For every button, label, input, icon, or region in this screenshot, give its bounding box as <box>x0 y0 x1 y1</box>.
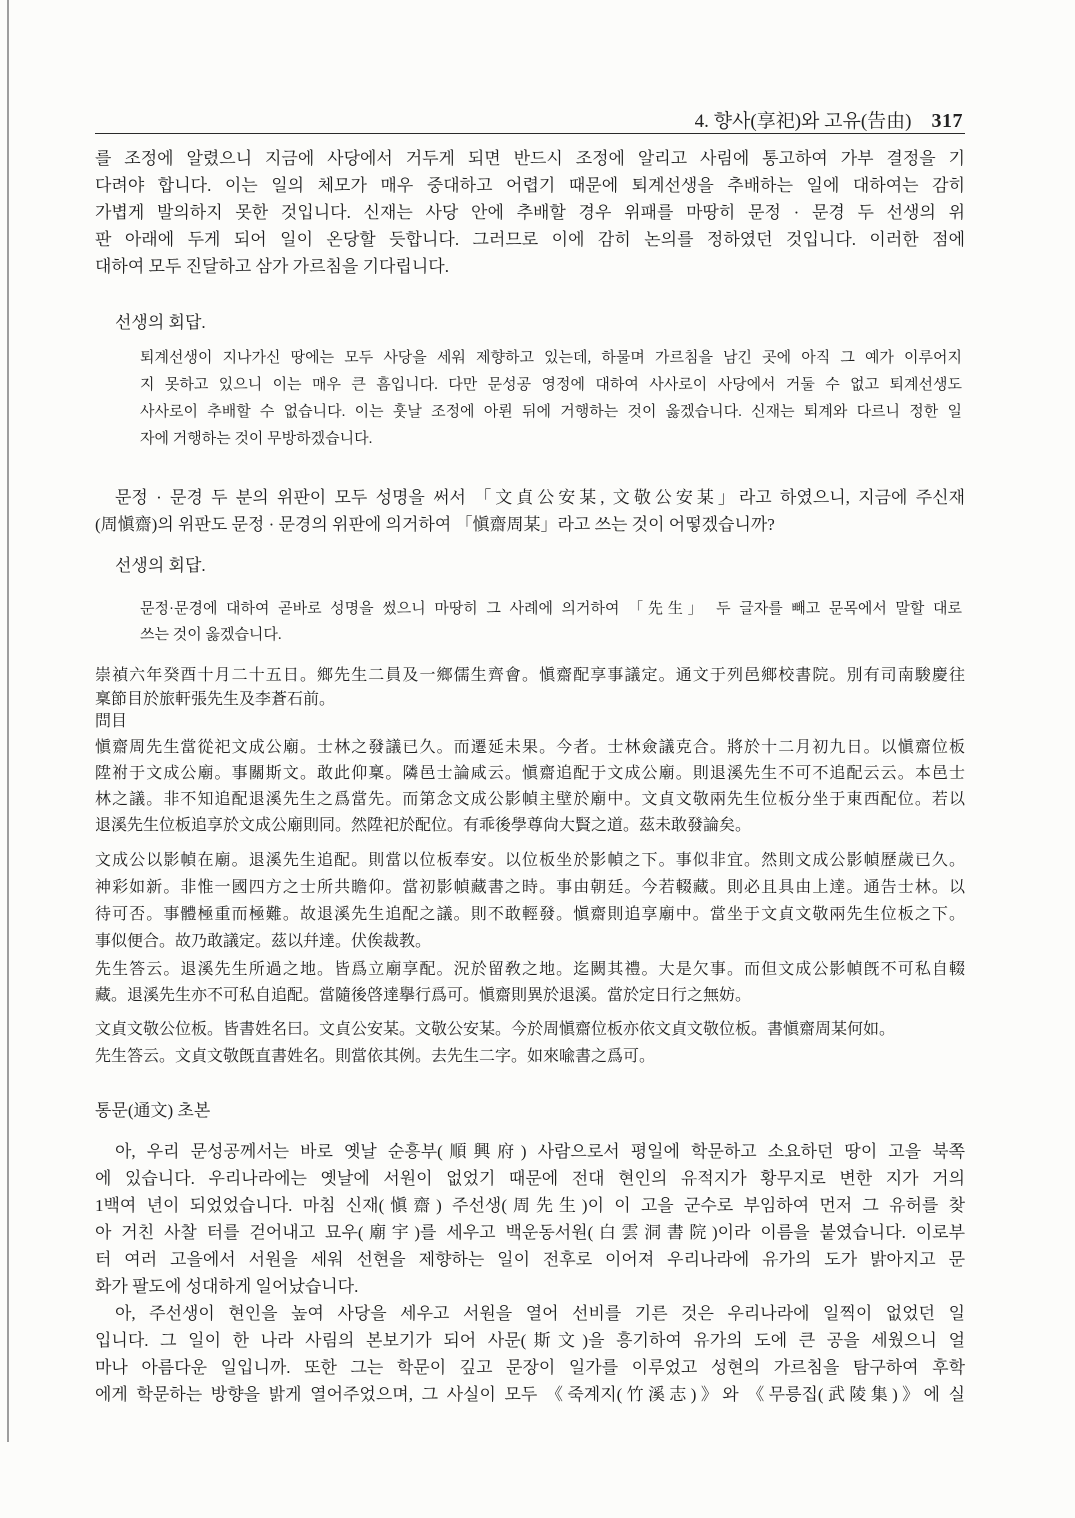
reply-heading <box>115 309 715 336</box>
reply-quote <box>140 345 962 453</box>
text-line: 가볍게 발의하지 못한 것입니다. 신재는 사당 안에 추배할 경우 위패를 마땅히 문정 · 문경 두 선생의 위 <box>95 203 965 222</box>
text-line: 를 조정에 알렸으니 지금에 사당에서 거두게 되면 반드시 조정에 알리고 사림에 통고하여 가부 결정을 기 <box>95 149 965 168</box>
body-paragraph <box>95 1300 965 1408</box>
reply-heading-text: 선생의 회답. <box>115 313 206 332</box>
hanmun-question <box>95 735 965 839</box>
section-heading-text: 통문(通文) 초본 <box>95 1101 211 1120</box>
text-line: 지 못하고 있으니 이는 매우 큰 흠입니다. 다만 문성공 영정에 대하여 사사로이 사당에서 거둘 수 없고 퇴계선생도 <box>140 377 962 393</box>
text-line: 입니다. 그 일이 한 나라 사림의 본보기가 되어 사문(斯文)을 흥기하여 유가의 도에 큰 공을 세웠으니 얼 <box>95 1331 965 1350</box>
text-line: 아, 우리 문성공께서는 바로 옛날 순흥부(順興府) 사람으로서 평일에 학문하고 소요하던 땅이 고을 북쪽 <box>115 1142 965 1161</box>
text-line: 문정 · 문경 두 분의 위판이 모두 성명을 써서 「文貞公安某, 文敬公安某」라고 하였으니, 지금에 주신재 <box>115 488 965 507</box>
scan-edge-line <box>7 0 9 1442</box>
question-list-heading <box>95 710 965 734</box>
text-line: 대하여 모두 진달하고 삼가 가르침을 기다립니다. <box>95 257 449 276</box>
hanmun-line: 退溪先生位板追享於文成公廟則同。然陞祀於配位。有乖後學尊尙大賢之道。茲未敢發論矣。 <box>95 817 752 834</box>
text-line: 1백여 년이 되었었습니다. 마침 신재(愼齋) 주선생(周先生)이 이 고을 군수로 부임하여 먼저 그 유허를 찾 <box>95 1196 965 1215</box>
body-paragraph <box>95 1138 965 1300</box>
hanmun-line: 愼齋周先生當從祀文成公廟。士林之發議已久。而遷延未果。今者。士林僉議克合。將於十二月初九日。以愼齋位板 <box>95 739 965 756</box>
hanmun-line: 稟節目於旅軒張先生及李蒼石前。 <box>95 691 336 708</box>
hanmun-line: 文貞文敬公位板。皆書姓名曰。文貞公安某。文敬公安某。今於周愼齋位板亦依文貞文敬位板。書愼齋周某何如。 <box>95 1021 896 1038</box>
text-line: 문정·문경에 대하여 곧바로 성명을 썼으니 마땅히 그 사례에 의거하여 「先生」 두 글자를 빼고 문목에서 말할 대로 <box>140 601 962 617</box>
running-header <box>95 109 963 133</box>
hanmun-line: 神彩如新。非惟一國四方之士所共瞻仰。當初影幀藏書之時。事由朝廷。今若輟藏。則必且具由上達。通告士林。以 <box>95 879 965 896</box>
hanmun-line: 事似便合。故乃敢議定。茲以幷達。伏俟裁教。 <box>95 933 432 950</box>
hanmun-line: 林之議。非不知追配退溪先生之爲當先。而第念文成公影幀主壁於廟中。文貞文敬兩先生位板分坐于東西配位。若以 <box>95 791 965 808</box>
text-line: 자에 거행하는 것이 무방하겠습니다. <box>140 431 373 447</box>
hanmun-line: 陞祔于文成公廟。事關斯文。敢此仰稟。隣邑士論咸云。愼齋追配于文成公廟。則退溪先生不可不追配云云。本邑士 <box>95 765 965 782</box>
hanmun-line: 文成公以影幀在廟。退溪先生追配。則當以位板奉安。以位板坐於影幀之下。事似非宜。然則文成公影幀歷歲已久。 <box>95 852 965 869</box>
text-line: 아, 주선생이 현인을 높여 사당을 세우고 서원을 열어 선비를 기른 것은 우리나라에 일찍이 없었던 일 <box>115 1304 965 1323</box>
text-line: 사사로이 추배할 수 없습니다. 이는 훗날 조정에 아뢴 뒤에 거행하는 것이 옳겠습니다. 신재는 퇴계와 다르니 정한 일 <box>140 404 962 420</box>
body-paragraph <box>95 145 965 280</box>
page-number: 317 <box>931 110 963 132</box>
hanmun-line: 崇禎六年癸酉十月二十五日。鄉先生二員及一鄉儒生齊會。愼齋配享事議定。通文于列邑鄉校書院。別有司南駿慶往 <box>95 667 965 684</box>
text-line: 판 아래에 두게 되어 일이 온당할 듯합니다. 그러므로 이에 감히 논의를 정하였던 것입니다. 이러한 점에 <box>95 230 965 249</box>
hanmun-line: 先生答云。退溪先生所過之地。皆爲立廟享配。況於留敎之地。迄闕其禮。大是欠事。而但文成公影幀旣不可私自輟 <box>95 961 965 978</box>
text-line: 쓰는 것이 옳겠습니다. <box>140 627 282 643</box>
text-line: 마나 아름다운 일입니까. 또한 그는 학문이 깊고 문장이 일가를 이루었고 성현의 가르침을 탐구하여 후학 <box>95 1358 965 1377</box>
text-line: 터 여러 고을에서 서원을 세워 선현을 제향하는 일이 전후로 이어져 우리나라에 유가의 도가 밝아지고 문 <box>95 1250 965 1269</box>
reply-heading <box>115 552 715 579</box>
hanmun-answer <box>95 1044 965 1070</box>
hanmun-question <box>95 1017 965 1043</box>
hanmun-line: 問目 <box>95 713 128 730</box>
chapter-title: 4. 향사(享祀)와 고유(告由) <box>694 111 912 132</box>
text-line: (周愼齋)의 위판도 문정 · 문경의 위판에 의거하여 「愼齋周某」라고 쓰는 것이 어떻겠습니까? <box>95 515 775 534</box>
body-paragraph <box>95 484 965 538</box>
hanmun-question <box>95 847 965 955</box>
reply-quote <box>140 596 962 648</box>
text-line: 에게 학문하는 방향을 밝게 열어주었으며, 그 사실이 모두 《죽계지(竹溪志)》와 《무릉집(武陵集)》에 실 <box>95 1385 965 1404</box>
reply-heading-text: 선생의 회답. <box>115 556 206 575</box>
text-line: 다려야 합니다. 이는 일의 체모가 매우 중대하고 어렵기 때문에 퇴계선생을 추배하는 일에 대하여는 감히 <box>95 176 965 195</box>
hanmun-line: 藏。退溪先生亦不可私自追配。當隨後啓達擧行爲可。愼齋則異於退溪。當於定日行之無妨。 <box>95 987 752 1004</box>
hanmun-line: 先生答云。文貞文敬旣直書姓名。則當依其例。去先生二字。如來喩書之爲可。 <box>95 1048 656 1065</box>
section-heading <box>95 1097 965 1124</box>
header-rule <box>95 133 965 134</box>
hanmun-record <box>95 664 965 712</box>
hanmun-line: 待可否。事體極重而極難。故退溪先生追配之議。則不敢輕發。愼齋則追享廟中。當坐于文貞文敬兩先生位板之下。 <box>95 906 965 923</box>
text-line: 에 있습니다. 우리나라에는 옛날에 서원이 없었기 때문에 전대 현인의 유적지가 황무지로 변한 지가 거의 <box>95 1169 965 1188</box>
text-line: 아 거친 사찰 터를 걷어내고 묘우(廟宇)를 세우고 백운동서원(白雲洞書院)이라 이름을 붙였습니다. 이로부 <box>95 1223 965 1242</box>
text-line: 퇴계선생이 지나가신 땅에는 모두 사당을 세워 제향하고 있는데, 하물며 가르침을 남긴 곳에 아직 그 예가 이루어지 <box>140 350 962 366</box>
hanmun-answer <box>95 957 965 1009</box>
text-line: 화가 팔도에 성대하게 일어났습니다. <box>95 1277 359 1296</box>
